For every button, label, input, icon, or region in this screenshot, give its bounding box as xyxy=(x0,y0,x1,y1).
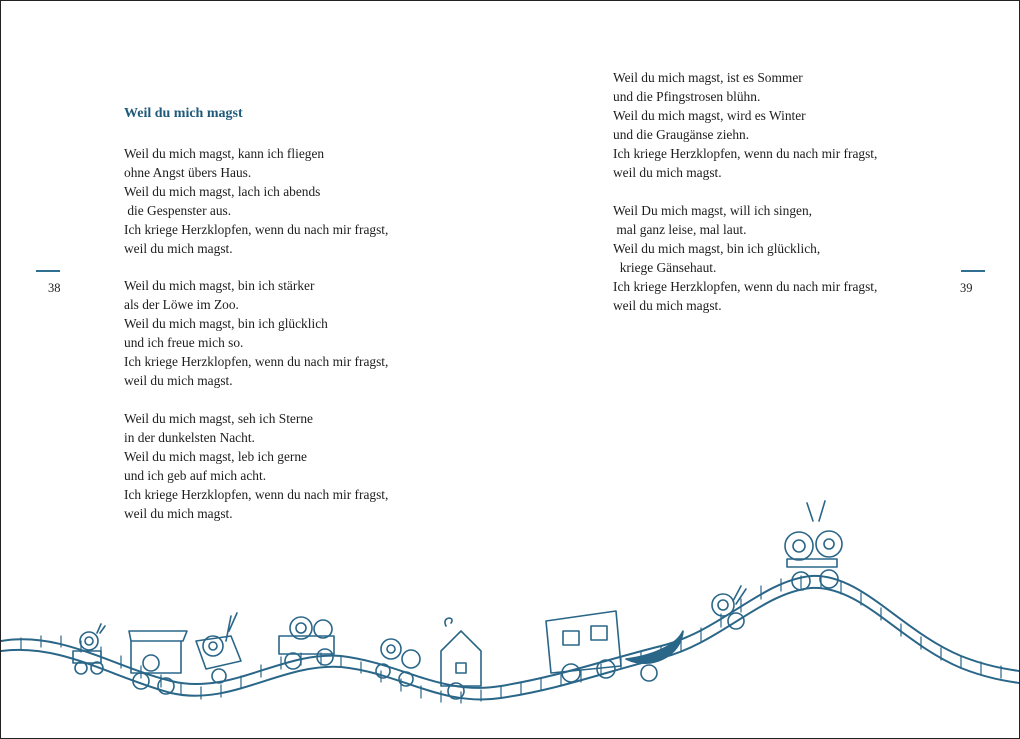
poem-line: Ich kriege Herzklopfen, wenn du nach mir fragst, xyxy=(613,146,878,161)
poem-line: weil du mich magst. xyxy=(124,506,233,521)
poem-line: Ich kriege Herzklopfen, wenn du nach mir fragst, xyxy=(124,487,389,502)
poem-line: Weil du mich magst, wird es Winter xyxy=(613,108,806,123)
poem-line: und ich geb auf mich acht. xyxy=(124,468,267,483)
poem-line: Ich kriege Herzklopfen, wenn du nach mir fragst, xyxy=(124,354,389,369)
poem-line: Weil du mich magst, lach ich abends xyxy=(124,184,321,199)
poem-line: und ich freue mich so. xyxy=(124,335,244,350)
left-stanza-1 xyxy=(124,144,388,258)
poem-line: weil du mich magst. xyxy=(613,165,722,180)
poem-line: Ich kriege Herzklopfen, wenn du nach mir fragst, xyxy=(124,222,389,237)
poem-line: mal ganz leise, mal laut. xyxy=(613,222,747,237)
poem-line: weil du mich magst. xyxy=(124,373,233,388)
poem-line: kriege Gänsehaut. xyxy=(613,260,717,275)
poem-line: Ich kriege Herzklopfen, wenn du nach mir fragst, xyxy=(613,279,878,294)
poem-line: ohne Angst übers Haus. xyxy=(124,165,252,180)
snail-train-illustration-icon xyxy=(1,481,1019,738)
page-number-rule-right xyxy=(961,270,985,272)
poem-line: als der Löwe im Zoo. xyxy=(124,297,239,312)
poem-line: weil du mich magst. xyxy=(124,241,233,256)
poem-line: Weil Du mich magst, will ich singen, xyxy=(613,203,813,218)
page-number-right: 39 xyxy=(960,281,973,295)
poem-line: und die Pfingstrosen blühn. xyxy=(613,89,761,104)
left-stanza-2 xyxy=(124,276,388,390)
poem-line: Weil du mich magst, seh ich Sterne xyxy=(124,411,313,426)
page-number-left: 38 xyxy=(48,281,61,295)
poem-title: Weil du mich magst xyxy=(124,106,243,121)
poem-line: Weil du mich magst, bin ich glücklich, xyxy=(613,241,821,256)
poem-line: und die Graugänse ziehn. xyxy=(613,127,750,142)
poem-line: in der dunkelsten Nacht. xyxy=(124,430,255,445)
poem-line: Weil du mich magst, leb ich gerne xyxy=(124,449,307,464)
poem-line: weil du mich magst. xyxy=(613,298,722,313)
poem-line: die Gespenster aus. xyxy=(124,203,232,218)
poem-line: Weil du mich magst, bin ich stärker xyxy=(124,278,315,293)
right-stanza-1 xyxy=(613,68,877,182)
page-number-rule-left xyxy=(36,270,60,272)
poem-line: Weil du mich magst, ist es Sommer xyxy=(613,70,803,85)
poem-line: Weil du mich magst, kann ich fliegen xyxy=(124,146,325,161)
right-stanza-2 xyxy=(613,201,877,315)
poem-line: Weil du mich magst, bin ich glücklich xyxy=(124,316,328,331)
